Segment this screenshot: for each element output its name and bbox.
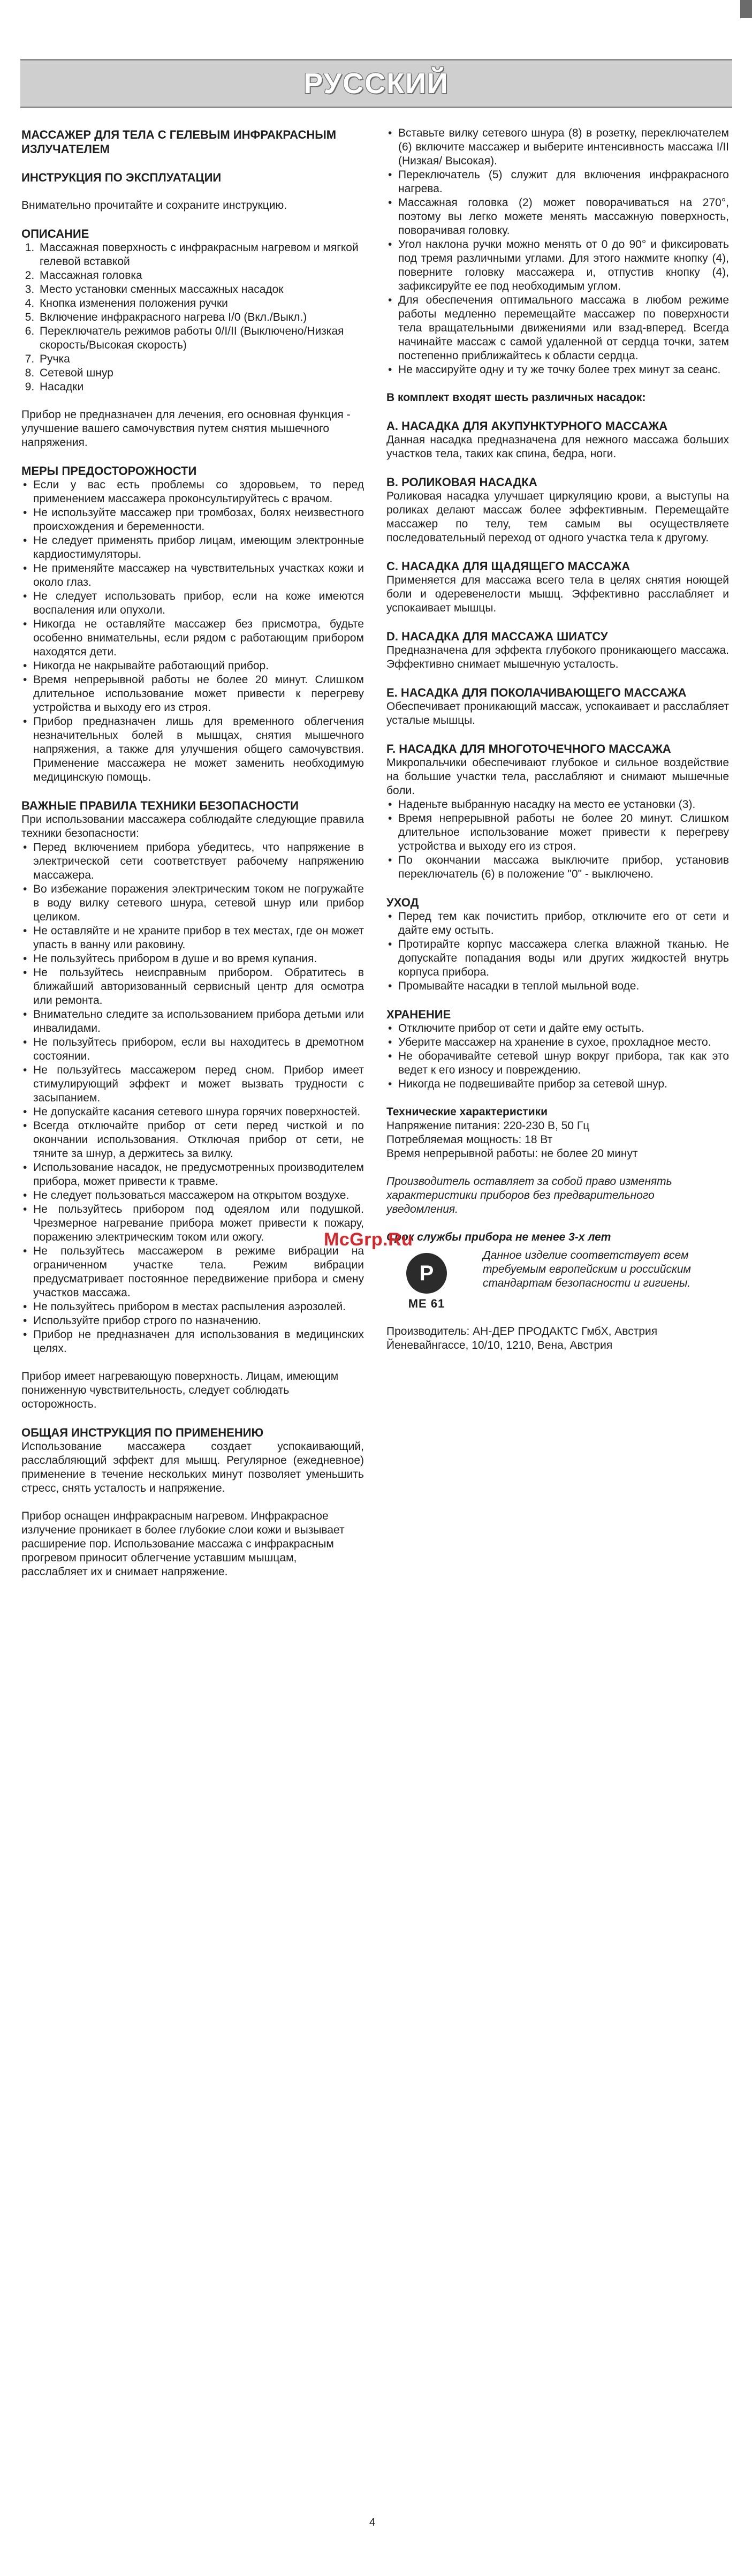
attachment-c-title: С. НАСАДКА ДЛЯ ЩАДЯЩЕГО МАССАЖА <box>386 560 631 573</box>
attachment-f-text: Микропальчики обеспечивают глубокое и сильное воздействие на большие участки тела, расслабляют и снимают мышечные боли. <box>386 757 729 797</box>
list-item: • Не пользуйтесь прибором в местах распыления аэрозолей. <box>21 1300 364 1314</box>
list-item: 7. Ручка <box>37 352 364 366</box>
list-item: • Не следует пользоваться массажером на открытом воздухе. <box>21 1189 364 1203</box>
list-item: • Не пользуйтесь массажером перед сном. Прибор имеет стимулирующий эффект и может вызвать трудности с засыпанием. <box>21 1063 364 1105</box>
list-item: • Вставьте вилку сетевого шнура (8) в розетку, переключателем (6) включите массажер и выберите интенсивность массажа I/II (Низкая/ Высокая). <box>386 126 729 168</box>
usage-title: ОБЩАЯ ИНСТРУКЦИЯ ПО ПРИМЕНЕНИЮ <box>21 1426 264 1439</box>
list-item: • Не пользуйтесь неисправным прибором. Обратитесь в ближайший авторизованный сервисный центр для осмотра или ремонта. <box>21 966 364 1008</box>
list-item: • Угол наклона ручки можно менять от 0 до 90° и фиксировать под тремя различными углами. Для этого нажмите кнопку (4), поверните головку массажера и, отпустив кнопку (4), зафиксируйте ее под необходимым углом. <box>386 238 729 293</box>
precautions-list <box>21 478 364 784</box>
product-title: МАССАЖЕР ДЛЯ ТЕЛА С ГЕЛЕВЫМ ИНФРАКРАСНЫМ ИЗЛУЧАТЕЛЕМ <box>21 128 337 156</box>
certification-block <box>386 1249 729 1311</box>
specs-title: Технические характеристики <box>386 1106 548 1118</box>
list-item: • Во избежание поражения электрическим током не погружайте в воду вилку сетевого шнура, сетевой шнур или прибор целиком. <box>21 882 364 924</box>
list-item: 6. Переключатель режимов работы 0/I/II (Выключено/Низкая скорость/Высокая скорость) <box>37 324 364 352</box>
list-item: • Не пользуйтесь прибором, если вы находитесь в дремотном состоянии. <box>21 1036 364 1063</box>
list-item: • Не оборачивайте сетевой шнур вокруг прибора, так как это ведет к его износу и повреждению. <box>386 1049 729 1077</box>
certification-logo-icon: Р <box>406 1253 447 1294</box>
list-item: • Не пользуйтесь прибором в душе и во время купания. <box>21 952 364 966</box>
list-item: • Прибор не предназначен для использования в медицинских целях. <box>21 1328 364 1356</box>
hot-surface-note: Прибор имеет нагревающую поверхность. Лицам, имеющим пониженную чувствительность, следует соблюдать осторожность. <box>21 1370 339 1410</box>
list-item: 9. Насадки <box>37 380 364 394</box>
right-column <box>386 126 729 1353</box>
certification-mark <box>386 1249 467 1311</box>
certification-code: МЕ 61 <box>408 1297 445 1310</box>
list-item: • Перед тем как почистить прибор, отключите его от сети и дайте ему остыть. <box>386 910 729 938</box>
spec-power: Потребляемая мощность: 18 Вт <box>386 1134 553 1146</box>
spec-runtime: Время непрерывной работы: не более 20 минут <box>386 1147 638 1160</box>
list-item: 5. Включение инфракрасного нагрева I/0 (Вкл./Выкл.) <box>37 311 364 324</box>
care-list <box>386 910 729 993</box>
attachment-e-text: Обеспечивает проникающий массаж, успокаивает и расслабляет усталые мышцы. <box>386 700 729 727</box>
purpose-text: Прибор не предназначен для лечения, его основная функция - улучшение вашего самочувствия путем снятия мышечного напряжения. <box>21 409 351 449</box>
list-item: • Не пользуйтесь массажером в режиме вибрации на ограниченном участке тела. Режим вибрации предусматривает постоянное передвижение прибора и смену участков массажа. <box>21 1244 364 1300</box>
list-item: • Не пользуйтесь прибором под одеялом или подушкой. Чрезмерное нагревание прибора может привести к пожару, поражению электрическим током или ожогу. <box>21 1203 364 1244</box>
safety-list <box>21 841 364 1356</box>
list-item: • Время непрерывной работы не более 20 минут. Слишком длительное использование может привести к перегреву устройства и выходу его из строя. <box>21 673 364 715</box>
list-item: • Не следует использовать прибор, если на коже имеются воспаления или опухоли. <box>21 590 364 617</box>
manual-title: ИНСТРУКЦИЯ ПО ЭКСПЛУАТАЦИИ <box>21 171 222 184</box>
usage-steps-list <box>386 126 729 377</box>
care-title: УХОД <box>386 896 419 909</box>
list-item: • Переключатель (5) служит для включения инфракрасного нагрева. <box>386 168 729 196</box>
list-item: • Не используйте массажер при тромбозах, болях неизвестного происхождения и беременности. <box>21 506 364 534</box>
language-title: РУССКИЙ <box>303 67 449 100</box>
list-item: • Не следует применять прибор лицам, имеющим электронные кардиостимуляторы. <box>21 534 364 562</box>
list-item: • Не применяйте массажер на чувствительных участках кожи и около глаз. <box>21 562 364 590</box>
list-item: • Промывайте насадки в теплой мыльной воде. <box>386 979 729 993</box>
intro-text: Внимательно прочитайте и сохраните инструкцию. <box>21 199 287 211</box>
page-number: 4 <box>369 2517 376 2528</box>
description-title: ОПИСАНИЕ <box>21 227 89 240</box>
list-item: • Использование насадок, не предусмотренных производителем прибора, может привести к травме. <box>21 1161 364 1189</box>
attachment-f-title: F. НАСАДКА ДЛЯ МНОГОТОЧЕЧНОГО МАССАЖА <box>386 742 671 756</box>
attachment-b-title: В. РОЛИКОВАЯ НАСАДКА <box>386 475 537 489</box>
attachment-d-title: D. НАСАДКА ДЛЯ МАССАЖА ШИАТСУ <box>386 630 608 643</box>
list-item: 1. Массажная поверхность с инфракрасным нагревом и мягкой гелевой вставкой <box>37 241 364 269</box>
list-item: • Никогда не оставляйте массажер без присмотра, будьте особенно внимательны, если рядом с работающим прибором находятся дети. <box>21 617 364 659</box>
list-item: • Перед включением прибора убедитесь, что напряжение в электрической сети соответствует рабочему напряжению массажера. <box>21 841 364 882</box>
list-item: • Не массируйте одну и ту же точку более трех минут за сеанс. <box>386 363 729 377</box>
list-item: • Время непрерывной работы не более 20 минут. Слишком длительное использование может привести к перегреву устройства и выходу его из строя. <box>386 812 729 853</box>
list-item: 2. Массажная головка <box>37 269 364 283</box>
left-column <box>21 127 364 1579</box>
attachment-a-text: Данная насадка предназначена для нежного массажа больших участков тела, таких как спина, бедра, ноги. <box>386 434 729 460</box>
service-life: Срок службы прибора не менее 3-х лет <box>386 1231 611 1243</box>
watermark-text: McGrp.Ru <box>324 1229 413 1250</box>
spec-voltage: Напряжение питания: 220-230 В, 50 Гц <box>386 1120 590 1132</box>
list-item: • Никогда не накрывайте работающий прибор. <box>21 659 364 673</box>
list-item: • Протирайте корпус массажера слегка влажной тканью. Не допускайте попадания воды или других жидкостей внутрь корпуса прибора. <box>386 938 729 979</box>
manufacturer-address: Производитель: АН-ДЕР ПРОДАКТС ГмбХ, Австрия Йеневайнгассе, 10/10, 1210, Вена, Австрия <box>386 1325 658 1351</box>
list-item: • Массажная головка (2) может поворачиваться на 270°, поэтому вы легко можете менять массажную поверхность, поворачивая головку. <box>386 196 729 238</box>
precautions-title: МЕРЫ ПРЕДОСТОРОЖНОСТИ <box>21 464 197 478</box>
list-item: • Уберите массажер на хранение в сухое, прохладное место. <box>386 1036 729 1049</box>
list-item: • Для обеспечения оптимального массажа в любом режиме работы медленно перемещайте массажер по поверхности тела вращательными движениями или взад-вперед. Всегда начинайте массаж с самой удаленной от сердца точки, затем постепенно приближайтесь к области сердца. <box>386 293 729 363</box>
list-item: • Если у вас есть проблемы со здоровьем, то перед применением массажера проконсультируйтесь с врачом. <box>21 478 364 506</box>
attachment-c-text: Применяется для массажа всего тела в целях снятия ноющей боли и одеревенелости мышц. Эффективно расслабляет и успокаивает мышцы. <box>386 574 729 614</box>
description-list <box>21 241 364 394</box>
certification-text: Данное изделие соответствует всем требуемым европейским и российским стандартам безопасности и гигиены. <box>483 1249 691 1289</box>
storage-title: ХРАНЕНИЕ <box>386 1008 451 1021</box>
list-item: • По окончании массажа выключите прибор, установив переключатель (6) в положение "0" - выключено. <box>386 853 729 881</box>
list-item: • Никогда не подвешивайте прибор за сетевой шнур. <box>386 1077 729 1091</box>
attachment-e-title: E. НАСАДКА ДЛЯ ПОКОЛАЧИВАЮЩЕГО МАССАЖА <box>386 686 687 699</box>
list-item: 3. Место установки сменных массажных насадок <box>37 283 364 297</box>
attachment-b-text: Роликовая насадка улучшает циркуляцию крови, а выступы на роликах делают массаж более эффективным. Перемещайте массажер по телу, тем самым вы осуществляете последовательный переход от одного участка тела к другому. <box>386 490 729 544</box>
list-item: 8. Сетевой шнур <box>37 366 364 380</box>
attachment-a-title: А. НАСАДКА ДЛЯ АКУПУНКТУРНОГО МАССАЖА <box>386 419 668 433</box>
safety-title: ВАЖНЫЕ ПРАВИЛА ТЕХНИКИ БЕЗОПАСНОСТИ <box>21 799 299 812</box>
usage-text: Использование массажера создает успокаивающий, расслабляющий эффект для мышц. Регулярное (ежедневное) применение в течение нескольких минут позволяет уменьшить стресс, снять усталость и напряжение. <box>21 1440 364 1494</box>
manufacturer-notice: Производитель оставляет за собой право изменять характеристики приборов без предварительного уведомления. <box>386 1175 672 1215</box>
infrared-text: Прибор оснащен инфракрасным нагревом. Инфракрасное излучение проникает в более глубокие слои кожи и вызывает расширение пор. Использование массажа с инфракрасным прогревом приносит облегчение уставшим мышцам, расслабляет их и снимает напряжение. <box>21 1510 345 1578</box>
safety-intro: При использовании массажера соблюдайте следующие правила техники безопасности: <box>21 813 364 840</box>
list-item: • Внимательно следите за использованием прибора детьми или инвалидами. <box>21 1008 364 1036</box>
language-banner <box>20 59 732 108</box>
list-item: 4. Кнопка изменения положения ручки <box>37 297 364 311</box>
list-item: • Прибор предназначен лишь для временного облегчения незначительных болей в мышцах, снятия мышечного напряжения, а также для улучшения общего самочувствия. Применение массажера не может заменить необходимую медицинскую помощь. <box>21 715 364 784</box>
list-item: • Наденьте выбранную насадку на место ее установки (3). <box>386 798 729 812</box>
attachment-d-text: Предназначена для эффекта глубокого проникающего массажа. Эффективно снимает мышечную усталость. <box>386 644 729 670</box>
list-item: • Не оставляйте и не храните прибор в тех местах, где он может упасть в ванну или раковину. <box>21 924 364 952</box>
list-item: • Отключите прибор от сети и дайте ему остыть. <box>386 1022 729 1036</box>
storage-list <box>386 1022 729 1091</box>
kit-title: В комплект входят шесть различных насадок: <box>386 391 646 404</box>
attachment-steps-list <box>386 798 729 881</box>
list-item: • Всегда отключайте прибор от сети перед чисткой и по окончании использования. Отключая прибор от сети, не тяните за шнур, а держитесь за вилку. <box>21 1119 364 1161</box>
list-item: • Не допускайте касания сетевого шнура горячих поверхностей. <box>21 1105 364 1119</box>
list-item: • Используйте прибор строго по назначению. <box>21 1314 364 1328</box>
edge-tab <box>740 0 752 18</box>
